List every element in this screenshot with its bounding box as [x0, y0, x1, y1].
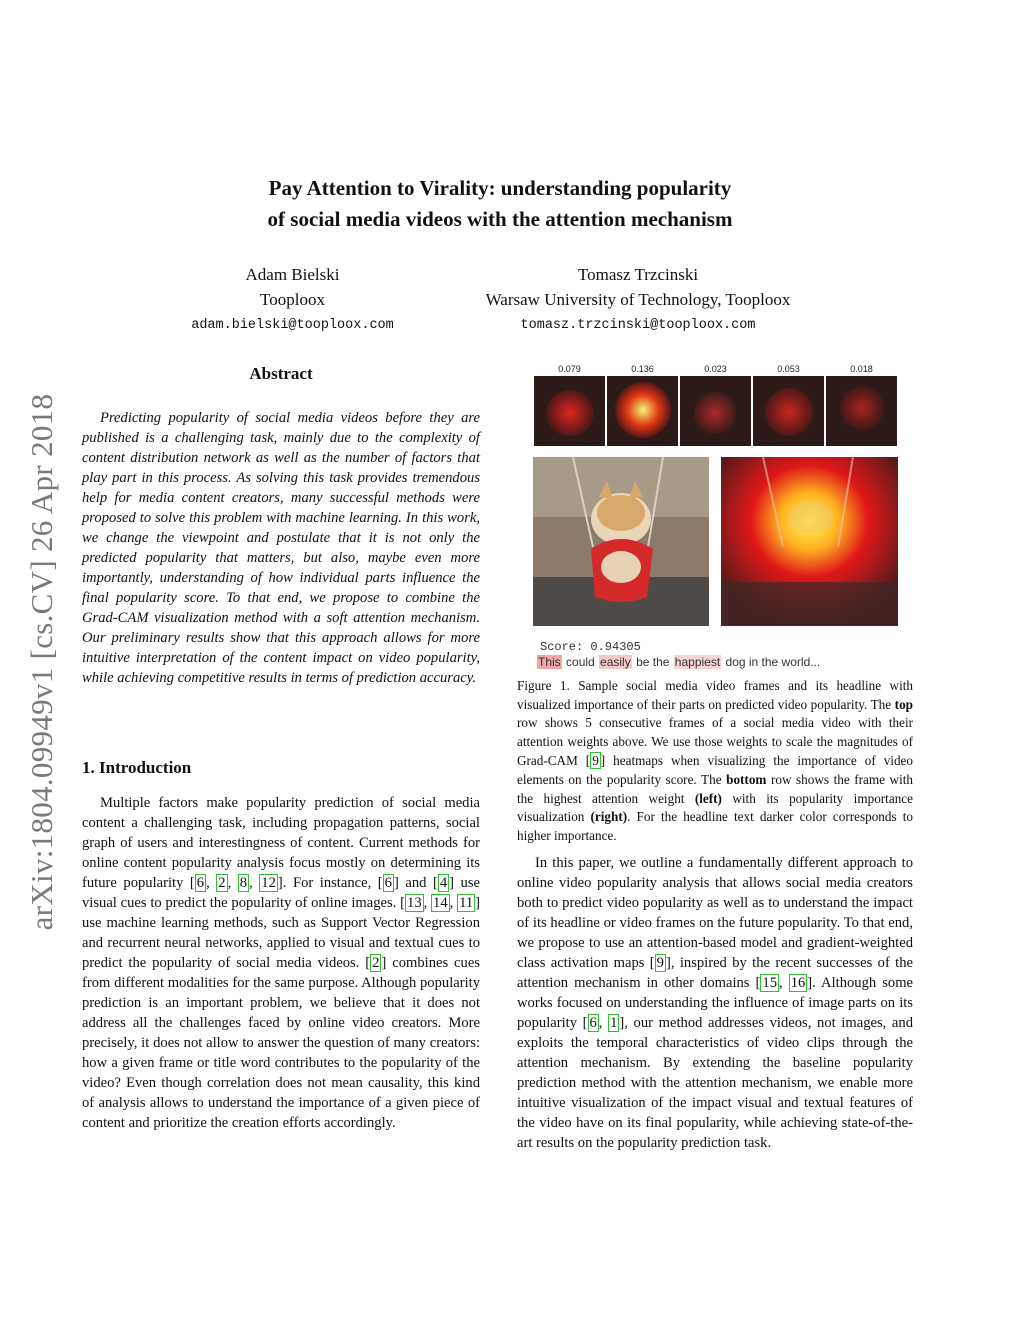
- citation-link[interactable]: 9: [656, 955, 664, 971]
- dog-photo: [533, 457, 709, 626]
- arxiv-id-text: arXiv:1804.09949v1 [cs.CV] 26 Apr 2018: [24, 393, 59, 931]
- citation-link[interactable]: 15: [762, 975, 777, 991]
- text-run: In this paper, we outline a fundamentally different approach to online video popularity analysis that allows social media creators both to predict video popularity as well as to understand the impact of its headline or video frames on the future popularity. To that end, we propose to use an attention-based model and gradient-weighted class activation maps [: [517, 855, 913, 971]
- text-run: . For the headline text darker color corresponds to higher importance.: [517, 809, 913, 843]
- text-run: ] heatmaps when visualizing the importance of video elements on the popularity score. The: [517, 753, 913, 787]
- author-name: Adam Bielski: [245, 265, 340, 284]
- text-run: ,: [598, 1015, 609, 1031]
- video-frame-4: [753, 376, 824, 446]
- introduction-heading: 1. Introduction: [82, 758, 192, 777]
- author-email[interactable]: adam.bielski@tooploox.com: [191, 318, 394, 333]
- text-run: ,: [249, 875, 260, 891]
- citation-link[interactable]: 13: [407, 895, 422, 911]
- citation-link[interactable]: 9: [592, 753, 599, 768]
- text-run: top: [894, 696, 913, 712]
- headline-importance: [537, 655, 821, 669]
- headline-word: happiest: [674, 655, 721, 669]
- citation-link[interactable]: 12: [261, 875, 276, 891]
- highest-attention-frame: [533, 457, 709, 626]
- text-run: ]. For instance, [: [277, 875, 383, 891]
- text-run: ] combines cues from different modalities for the same purpose. Although popularity prediction is an important problem, we believe that it does not address all the challenges faced by online video creators. More precisely, it does not allow to answer the question of many creators: how a given frame or title word contributes to the popularity of the video? Even though correlation does not mean causality, this kind of analysis allows to understand the importance of a given piece of content and prioritize the creation efforts accordingly.: [82, 955, 480, 1131]
- text-run: ,: [206, 875, 217, 891]
- gradcam-heatmap: [721, 457, 898, 626]
- attention-weight-label: 0.023: [704, 364, 727, 374]
- importance-visualization: [721, 457, 898, 626]
- text-run: bottom: [726, 772, 767, 787]
- introduction-paragraph: [82, 793, 480, 1133]
- text-run: Multiple factors make popularity prediction of social media content a challenging task, including propagation patterns, social graph of users and interestingness of content. Current methods for online content popularity analysis focus mostly on determining its future popularity [: [82, 795, 480, 891]
- attention-weight-label: 0.079: [558, 364, 581, 374]
- text-run: ,: [227, 875, 238, 891]
- author-affiliation: Tooploox: [260, 290, 325, 309]
- text-run: ]. Although some works focused on understanding the influence of image parts on its popularity [: [517, 975, 914, 1031]
- video-frame-3: [680, 376, 751, 446]
- attention-weight-label: 0.018: [850, 364, 873, 374]
- author-name: Tomasz Trzcinski: [577, 265, 699, 284]
- text-run: ,: [779, 975, 789, 991]
- citation-link[interactable]: 6: [589, 1015, 597, 1031]
- headline-word: could: [566, 655, 595, 669]
- attention-weight-label: 0.136: [631, 364, 654, 374]
- citation-link[interactable]: 1: [610, 1015, 618, 1031]
- text-run: ] use visual cues to predict the popularity of online images. [: [82, 875, 481, 911]
- author-email[interactable]: tomasz.trzcinski@tooploox.com: [520, 318, 756, 333]
- citation-link[interactable]: 8: [239, 875, 248, 891]
- attention-weight-label: 0.053: [777, 364, 800, 374]
- popularity-score: Score: 0.94305: [540, 640, 641, 654]
- abstract-body: [82, 408, 480, 688]
- citation-link[interactable]: 2: [218, 875, 226, 891]
- title-line-1: Pay Attention to Virality: understanding popularity: [268, 176, 732, 200]
- citation-link[interactable]: 4: [439, 875, 448, 891]
- citation-link[interactable]: 16: [790, 975, 806, 991]
- citation-link[interactable]: 11: [459, 895, 474, 911]
- figure-caption: [517, 677, 913, 845]
- text-run: row shows the frame with the highest attention weight: [517, 772, 913, 806]
- text-run: ] and [: [393, 875, 438, 891]
- paper-title: [150, 173, 850, 235]
- headline-word: be the: [636, 655, 670, 669]
- text-run: Figure 1. Sample social media video frames and its headline with visualized importance of their parts on predicted video popularity. The: [517, 678, 913, 712]
- citation-link[interactable]: 14: [433, 895, 448, 911]
- text-run: ], inspired by the recent successes of the attention mechanism in other domains [: [517, 955, 913, 991]
- right-column-paragraph: [517, 853, 913, 1153]
- text-run: with its popularity importance visualization: [517, 790, 913, 824]
- author-1: [180, 262, 405, 333]
- abstract-heading: Abstract: [249, 364, 313, 383]
- text-run: ,: [423, 895, 432, 911]
- text-run: (right): [590, 809, 628, 824]
- author-affiliation: Warsaw University of Technology, Tooploox: [485, 290, 791, 309]
- text-run: row shows 5 consecutive frames of a social media video with their attention weights above. We use those weights to scale the magnitudes of Grad-CAM [: [517, 715, 913, 768]
- headline-word: dog in the world...: [725, 655, 821, 669]
- video-frame-2: [607, 376, 678, 446]
- text-run: ] use machine learning methods, such as Support Vector Regression and recurrent neural networks, applied to visual and textual cues to predict the popularity of social media videos. [: [82, 895, 481, 971]
- attention-frame-strip: [534, 364, 898, 450]
- headline-word: easily: [600, 655, 631, 669]
- citation-link[interactable]: 6: [384, 875, 392, 891]
- text-run: ,: [449, 895, 458, 911]
- citation-link[interactable]: 2: [372, 955, 380, 971]
- abstract-text: Predicting popularity of social media videos before they are published is a challenging task, mainly due to the complexity of content distribution network as well as the number of factors that play part in this process. As solving this task provides tremendous help for media content creators, many successful methods were proposed to solve this problem with machine learning. In this work, we change the viewpoint and postulate that it is not only the predicted popularity that matters, but also, maybe even more importantly, understanding of how individual parts influence the final popularity score. To that end, we propose to combine the Grad-CAM visualization method with a soft attention mechanism. Our preliminary results show that this approach allows for more intuitive interpretation of the content impact on video popularity, while achieving competitive results in terms of prediction accuracy.: [82, 410, 480, 686]
- title-line-2: of social media videos with the attention mechanism: [267, 207, 733, 231]
- headline-word: This: [538, 655, 561, 669]
- video-frame-1: [534, 376, 605, 446]
- text-run: (left): [694, 790, 722, 806]
- video-frame-5: [826, 376, 897, 446]
- author-2: [452, 262, 824, 333]
- text-run: ], our method addresses videos, not images, and exploits the temporal characteristics of video clips through the attention mechanism. By extending the baseline popularity prediction method with the attention mechanism, we enable more intuitive visualization of the impact visual and textual features of the video have on its final popularity, while achieving state-of-the-art results on the popularity prediction task.: [517, 1015, 914, 1151]
- citation-link[interactable]: 6: [196, 875, 205, 891]
- arxiv-stamp: [12, 352, 72, 972]
